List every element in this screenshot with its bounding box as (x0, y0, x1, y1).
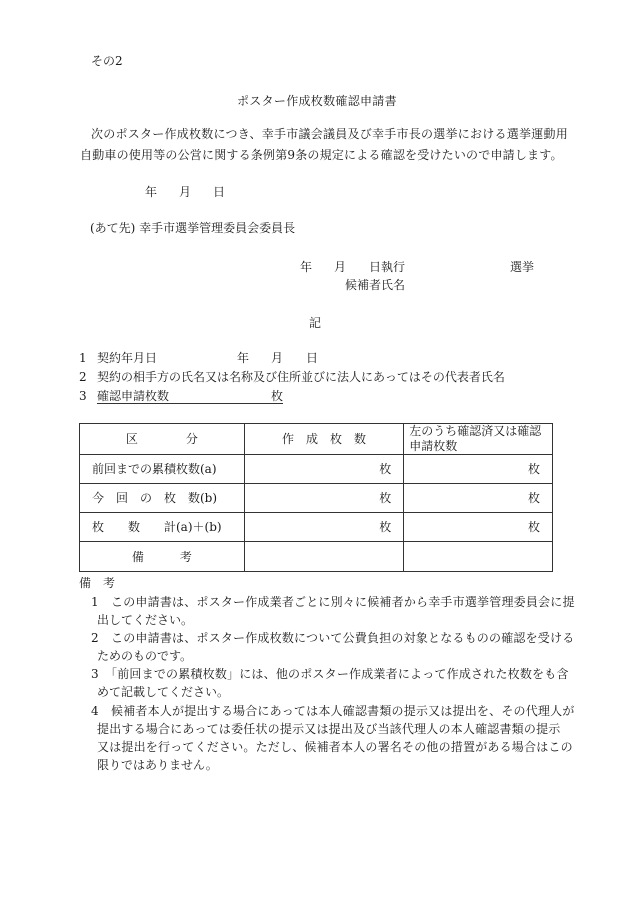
item2-number: 2 (79, 370, 87, 384)
note-4-line-4: 限りではありません。 (97, 758, 218, 772)
row-confirmed-unit: 枚 (404, 484, 553, 513)
row-label: 枚 数 計(a)＋(b) (80, 513, 245, 542)
row-label: 今 回 の 枚 数(b) (80, 484, 245, 513)
addressee: (あて先) 幸手市選挙管理委員会委員長 (90, 221, 296, 235)
note-1-line-2: 出してください。 (97, 613, 194, 627)
item2-label: 契約の相手方の氏名又は名称及び住所並びに法人にあってはその代表者氏名 (97, 370, 505, 384)
intro-line-1: 次のポスター作成枚数につき、幸手市議会議員及び幸手市長の選挙における選挙運動用 (91, 127, 569, 141)
document-title: ポスター作成枚数確認申請書 (237, 94, 397, 108)
remarks-cell (404, 542, 553, 572)
row-created-unit: 枚 (244, 513, 404, 542)
table-row (80, 484, 553, 513)
notes-heading: 備 考 (79, 576, 116, 590)
item3-unit: 枚 (271, 389, 284, 403)
remarks-cell (244, 542, 404, 572)
note-1-line-1: 1 この申請書は、ポスター作成業者ごとに別々に候補者から幸手市選挙管理委員会に提 (91, 595, 575, 609)
intro-line-2: 自動車の使用等の公営に関する条例第9条の規定による確認を受けたいので申請します。 (80, 148, 563, 162)
note-4-line-1: 4 候補者本人が提出する場合にあっては本人確認書類の提示又は提出を、その代理人が (91, 704, 575, 718)
header-category: 区 分 (80, 424, 245, 455)
exec-day: 日執行 (369, 260, 406, 274)
row-label: 前回までの累積枚数(a) (80, 455, 245, 484)
election-label: 選挙 (510, 260, 535, 274)
remarks-label: 備 考 (80, 542, 245, 572)
header-confirmed-line1: 左のうち確認済又は確認 (409, 424, 542, 438)
date-day: 日 (213, 185, 226, 199)
note-2-line-2: ためのものです。 (97, 649, 193, 663)
table-header-row (80, 424, 553, 455)
note-4-line-3: 又は提出を行ってください。ただし、候補者本人の署名その他の措置がある場合はこの (97, 740, 573, 754)
item3-label: 確認申請枚数 (97, 390, 283, 404)
note-4-line-2: 提出する場合にあっては委任状の提示又は提出及び当該代理人の本人確認書類の提示 (97, 722, 561, 736)
date-year: 年 (145, 185, 158, 199)
row-confirmed-unit: 枚 (404, 455, 553, 484)
table-row (80, 513, 553, 542)
item1-number: 1 (79, 351, 87, 365)
note-3-line-2: めて記載してください。 (97, 685, 230, 699)
poster-count-table (79, 423, 553, 572)
candidate-name-label: 候補者氏名 (345, 278, 406, 292)
item1-day: 日 (306, 351, 319, 365)
item1-year: 年 (237, 351, 250, 365)
page-label: その2 (91, 54, 123, 68)
row-confirmed-unit: 枚 (404, 513, 553, 542)
header-created-count: 作 成 枚 数 (244, 424, 404, 455)
header-confirmed-count (404, 424, 553, 455)
item1-month: 月 (271, 351, 284, 365)
item3-number: 3 (79, 389, 87, 403)
ki-label: 記 (309, 316, 322, 330)
note-3-line-1: 3 「前回までの累積枚数」には、他のポスター作成業者によって作成された枚数をも含 (91, 667, 569, 681)
table-remarks-row (80, 542, 553, 572)
header-confirmed-line2: 申請枚数 (409, 439, 458, 453)
row-created-unit: 枚 (244, 484, 404, 513)
exec-year: 年 (300, 260, 313, 274)
exec-month: 月 (334, 260, 347, 274)
date-month: 月 (179, 185, 192, 199)
row-created-unit: 枚 (244, 455, 404, 484)
table-row (80, 455, 553, 484)
item1-label: 契約年月日 (97, 351, 158, 365)
note-2-line-1: 2 この申請書は、ポスター作成枚数について公費負担の対象となるものの確認を受ける (91, 631, 575, 645)
